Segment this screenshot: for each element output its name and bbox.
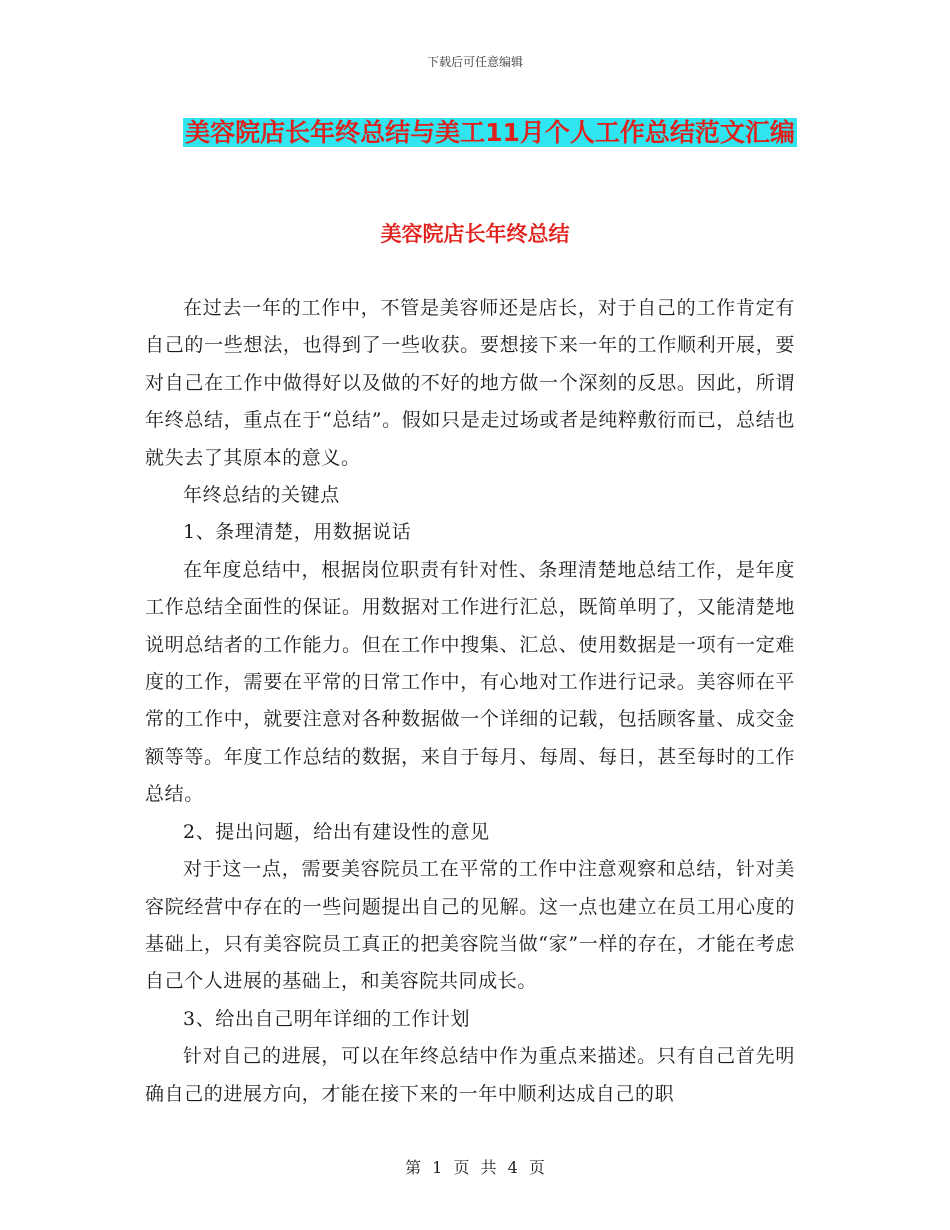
paragraph: 3、给出自己明年详细的工作计划 xyxy=(183,1007,471,1030)
section-title: 美容院店长年终总结 xyxy=(380,222,570,246)
document-title xyxy=(150,108,830,158)
paragraph: 2、提出问题，给出有建设性的意见 xyxy=(183,820,490,843)
header-note: 下载后可任意编辑 xyxy=(426,55,523,69)
paragraph: 在过去一年的工作中，不管是美容师还是店长，对于自己的工作肯定有自己的一些想法，也得到了一些收获。要想接下来一年的工作顺利开展，要对自己在工作中做得好以及做的不好的地方做一个深刻的反思。因此，所谓年终总结，重点在于“总结”。假如只是走过场或者是纯粹敷衍而已，总结也就失去了其原本的意义。 xyxy=(145,297,795,469)
paragraph: 针对自己的进展，可以在年终总结中作为重点来描述。只有自己首先明确自己的进展方向，才能在接下来的一年中顺利达成自己的职 xyxy=(145,1045,795,1105)
page-number: 第 1 页 共 4 页 xyxy=(405,1158,545,1177)
document-title-text: 美容院店长年终总结与美工11月个人工作总结范文汇编 xyxy=(185,118,795,147)
paragraph: 在年度总结中，根据岗位职责有针对性、条理清楚地总结工作，是年度工作总结全面性的保证。用数据对工作进行汇总，既简单明了，又能清楚地说明总结者的工作能力。但在工作中搜集、汇总、使用数据是一项有一定难度的工作，需要在平常的日常工作中，有心地对工作进行记录。美容师在平常的工作中，就要注意对各种数据做一个详细的记载，包括顾客量、成交金额等等。年度工作总结的数据，来自于每月、每周、每日，甚至每时的工作总结。 xyxy=(145,558,795,806)
paragraph: 1、条理清楚，用数据说话 xyxy=(183,521,412,544)
document-body xyxy=(145,290,795,1113)
paragraph: 年终总结的关键点 xyxy=(183,484,340,507)
paragraph: 对于这一点，需要美容院员工在平常的工作中注意观察和总结，针对美容院经营中存在的一些问题提出自己的见解。这一点也建立在员工用心度的基础上，只有美容院员工真正的把美容院当做“家”一样的存在，才能在考虑自己个人进展的基础上，和美容院共同成长。 xyxy=(145,858,795,993)
